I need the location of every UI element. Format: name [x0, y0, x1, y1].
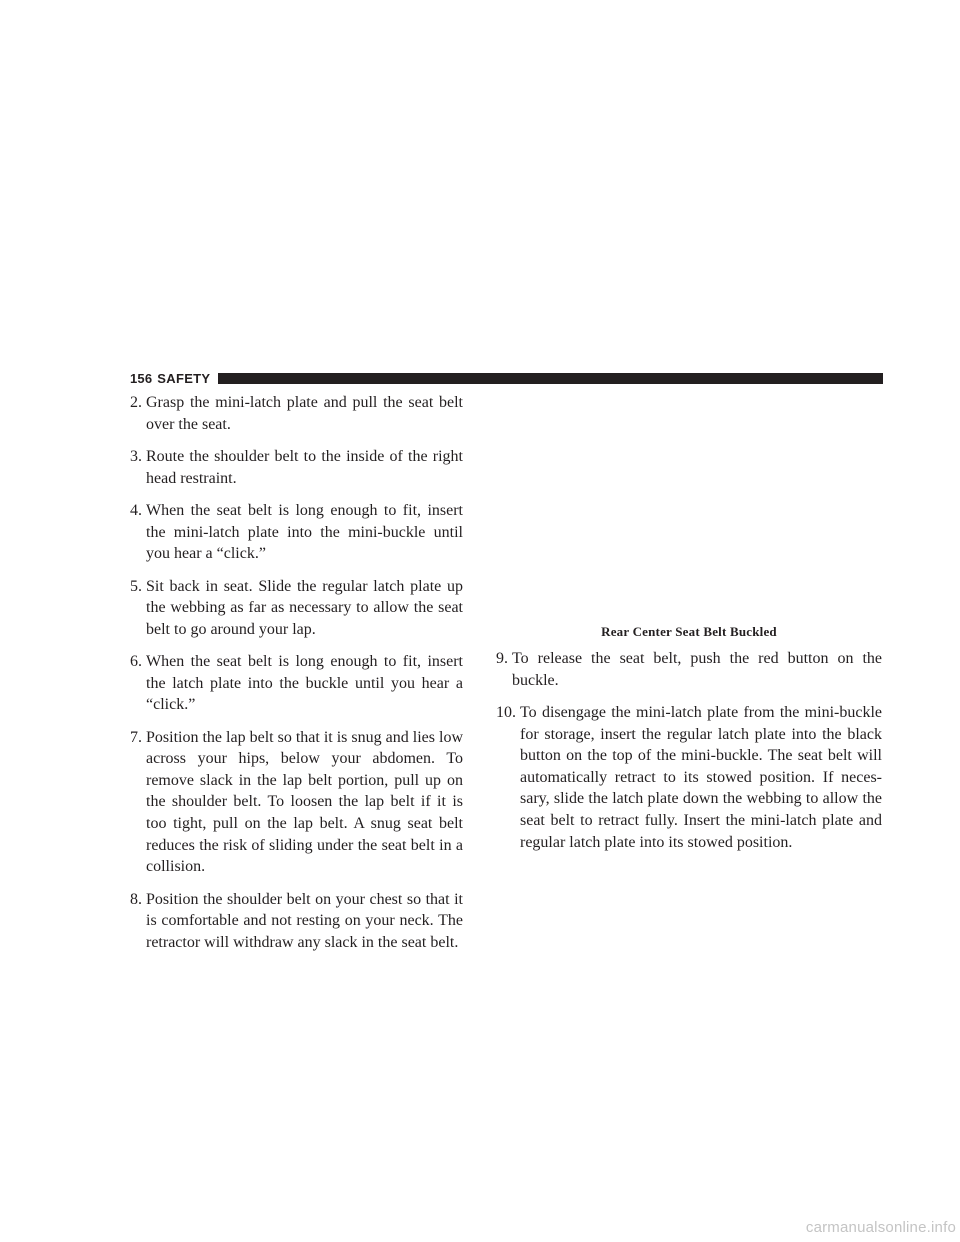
- step-text: To release the seat belt, push the red button on the buckle.: [512, 650, 882, 689]
- section-title: SAFETY: [157, 370, 211, 386]
- left-column: [130, 392, 463, 964]
- left-step-list: [130, 392, 463, 953]
- page-number: 156: [130, 370, 153, 386]
- step-item: [130, 446, 463, 489]
- step-item: [130, 392, 463, 435]
- step-number: 6.: [130, 653, 142, 671]
- step-number: 10.: [496, 703, 516, 721]
- figure-image-area: [496, 392, 882, 617]
- step-item: [130, 500, 463, 565]
- step-number: 4.: [130, 501, 142, 519]
- step-item: [130, 889, 463, 954]
- step-text: Position the lap belt so that it is snug and lies low across your hips, below your abdomen. To remove slack in the lap belt portion, pull up on the shoulder belt. To loosen the lap belt if it is too tight, pull on the lap belt. A snug seat belt reduces the risk of sliding under the seat belt in a collision.: [146, 728, 463, 876]
- step-item: [130, 576, 463, 641]
- step-number: 5.: [130, 577, 142, 595]
- step-item: [496, 702, 882, 853]
- right-column: [496, 648, 882, 864]
- step-number: 3.: [130, 447, 142, 465]
- step-number: 2.: [130, 394, 142, 411]
- site-watermark: carmanualsonline.info: [805, 1219, 956, 1236]
- step-item: [130, 727, 463, 878]
- step-text: Position the shoulder belt on your chest so that it is comfortable and not resting on your neck. The retractor will withdraw any slack in the seat belt.: [146, 890, 463, 951]
- step-text: When the seat belt is long enough to fit, insert the latch plate into the buckle until you hear a “click.”: [146, 653, 463, 714]
- step-text: To disengage the mini-latch plate from the mini-buckle for storage, insert the regular latch plate into the black button on the top of the mini-buckle. The seat belt will automatically retract to its stowed position. If neces- sary, slide the latch plate down the webbing to allow the seat belt to retract fully. Insert the mini-latch plate and regular latch plate into its stowed position.: [520, 703, 882, 851]
- step-number: 8.: [130, 890, 142, 908]
- step-number: 9.: [496, 650, 508, 667]
- step-number: 7.: [130, 728, 142, 746]
- step-text: When the seat belt is long enough to fit, insert the mini-latch plate into the mini-buckle until you hear a “click.”: [146, 501, 463, 563]
- figure-caption: Rear Center Seat Belt Buckled: [601, 624, 777, 639]
- step-text: Sit back in seat. Slide the regular latch plate up the webbing as far as necessary to allow the seat belt to go around your lap.: [146, 577, 463, 638]
- header-rule: [218, 373, 883, 384]
- step-text: Grasp the mini-latch plate and pull the seat belt over the seat.: [146, 394, 463, 433]
- step-text: Route the shoulder belt to the inside of the right head restraint.: [146, 447, 463, 487]
- right-step-list: [496, 648, 882, 853]
- page-header: [130, 370, 883, 386]
- step-item: [130, 651, 463, 716]
- step-item: [496, 648, 882, 691]
